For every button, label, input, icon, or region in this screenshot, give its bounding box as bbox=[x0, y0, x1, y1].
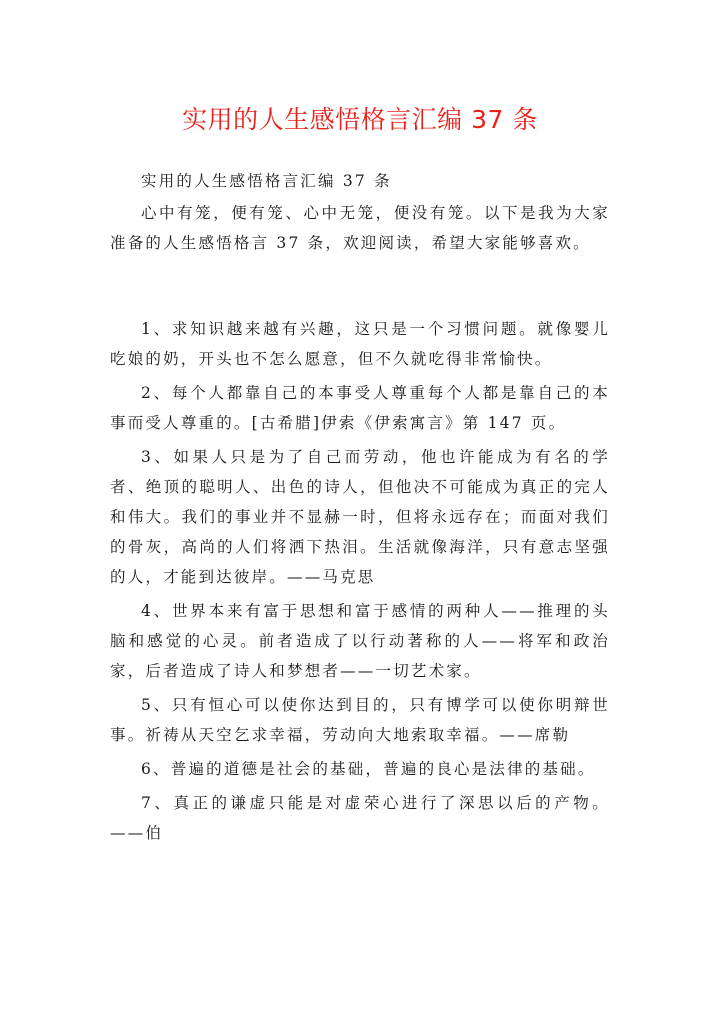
quote-item-1: 1、求知识越来越有兴趣，这只是一个习惯问题。就像婴儿吃娘的奶，开头也不怎么愿意，但不久就吃得非常愉快。 bbox=[110, 320, 610, 368]
quote-item-5: 5、只有恒心可以使你达到目的，只有博学可以使你明辩世事。祈祷从天空乞求幸福，劳动向大地索取幸福。——席勒 bbox=[110, 696, 610, 744]
document-body bbox=[110, 166, 610, 852]
quote-item-2: 2、每个人都靠自己的本事受人尊重每个人都是靠自己的本事而受人尊重的。[古希腊]伊索《伊索寓言》第 147 页。 bbox=[110, 384, 610, 432]
document-title: 实用的人生感悟格言汇编 37 条 bbox=[182, 105, 538, 134]
subtitle-paragraph: 实用的人生感悟格言汇编 37 条 bbox=[141, 172, 392, 190]
quote-item-6: 6、普遍的道德是社会的基础，普遍的良心是法律的基础。 bbox=[141, 760, 596, 778]
quote-item-4: 4、世界本来有富于思想和富于感情的两种人——推理的头脑和感觉的心灵。前者造成了以行动著称的人——将军和政治家，后者造成了诗人和梦想者——一切艺术家。 bbox=[110, 602, 610, 680]
intro-paragraph: 心中有笼，便有笼、心中无笼，便没有笼。以下是我为大家准备的人生感悟格言 37 条，欢迎阅读，希望大家能够喜欢。 bbox=[110, 204, 610, 252]
quote-item-3: 3、如果人只是为了自己而劳动，他也许能成为有名的学者、绝顶的聪明人、出色的诗人，但他决不可能成为真正的完人和伟大。我们的事业并不显赫一时，但将永远存在；而面对我们的骨灰，高尚的人们将洒下热泪。生活就像海洋，只有意志坚强的人，才能到达彼岸。——马克思 bbox=[110, 448, 610, 586]
quote-item-7: 7、真正的谦虚只能是对虚荣心进行了深思以后的产物。——伯 bbox=[110, 794, 610, 842]
paragraph-spacer bbox=[110, 262, 610, 314]
